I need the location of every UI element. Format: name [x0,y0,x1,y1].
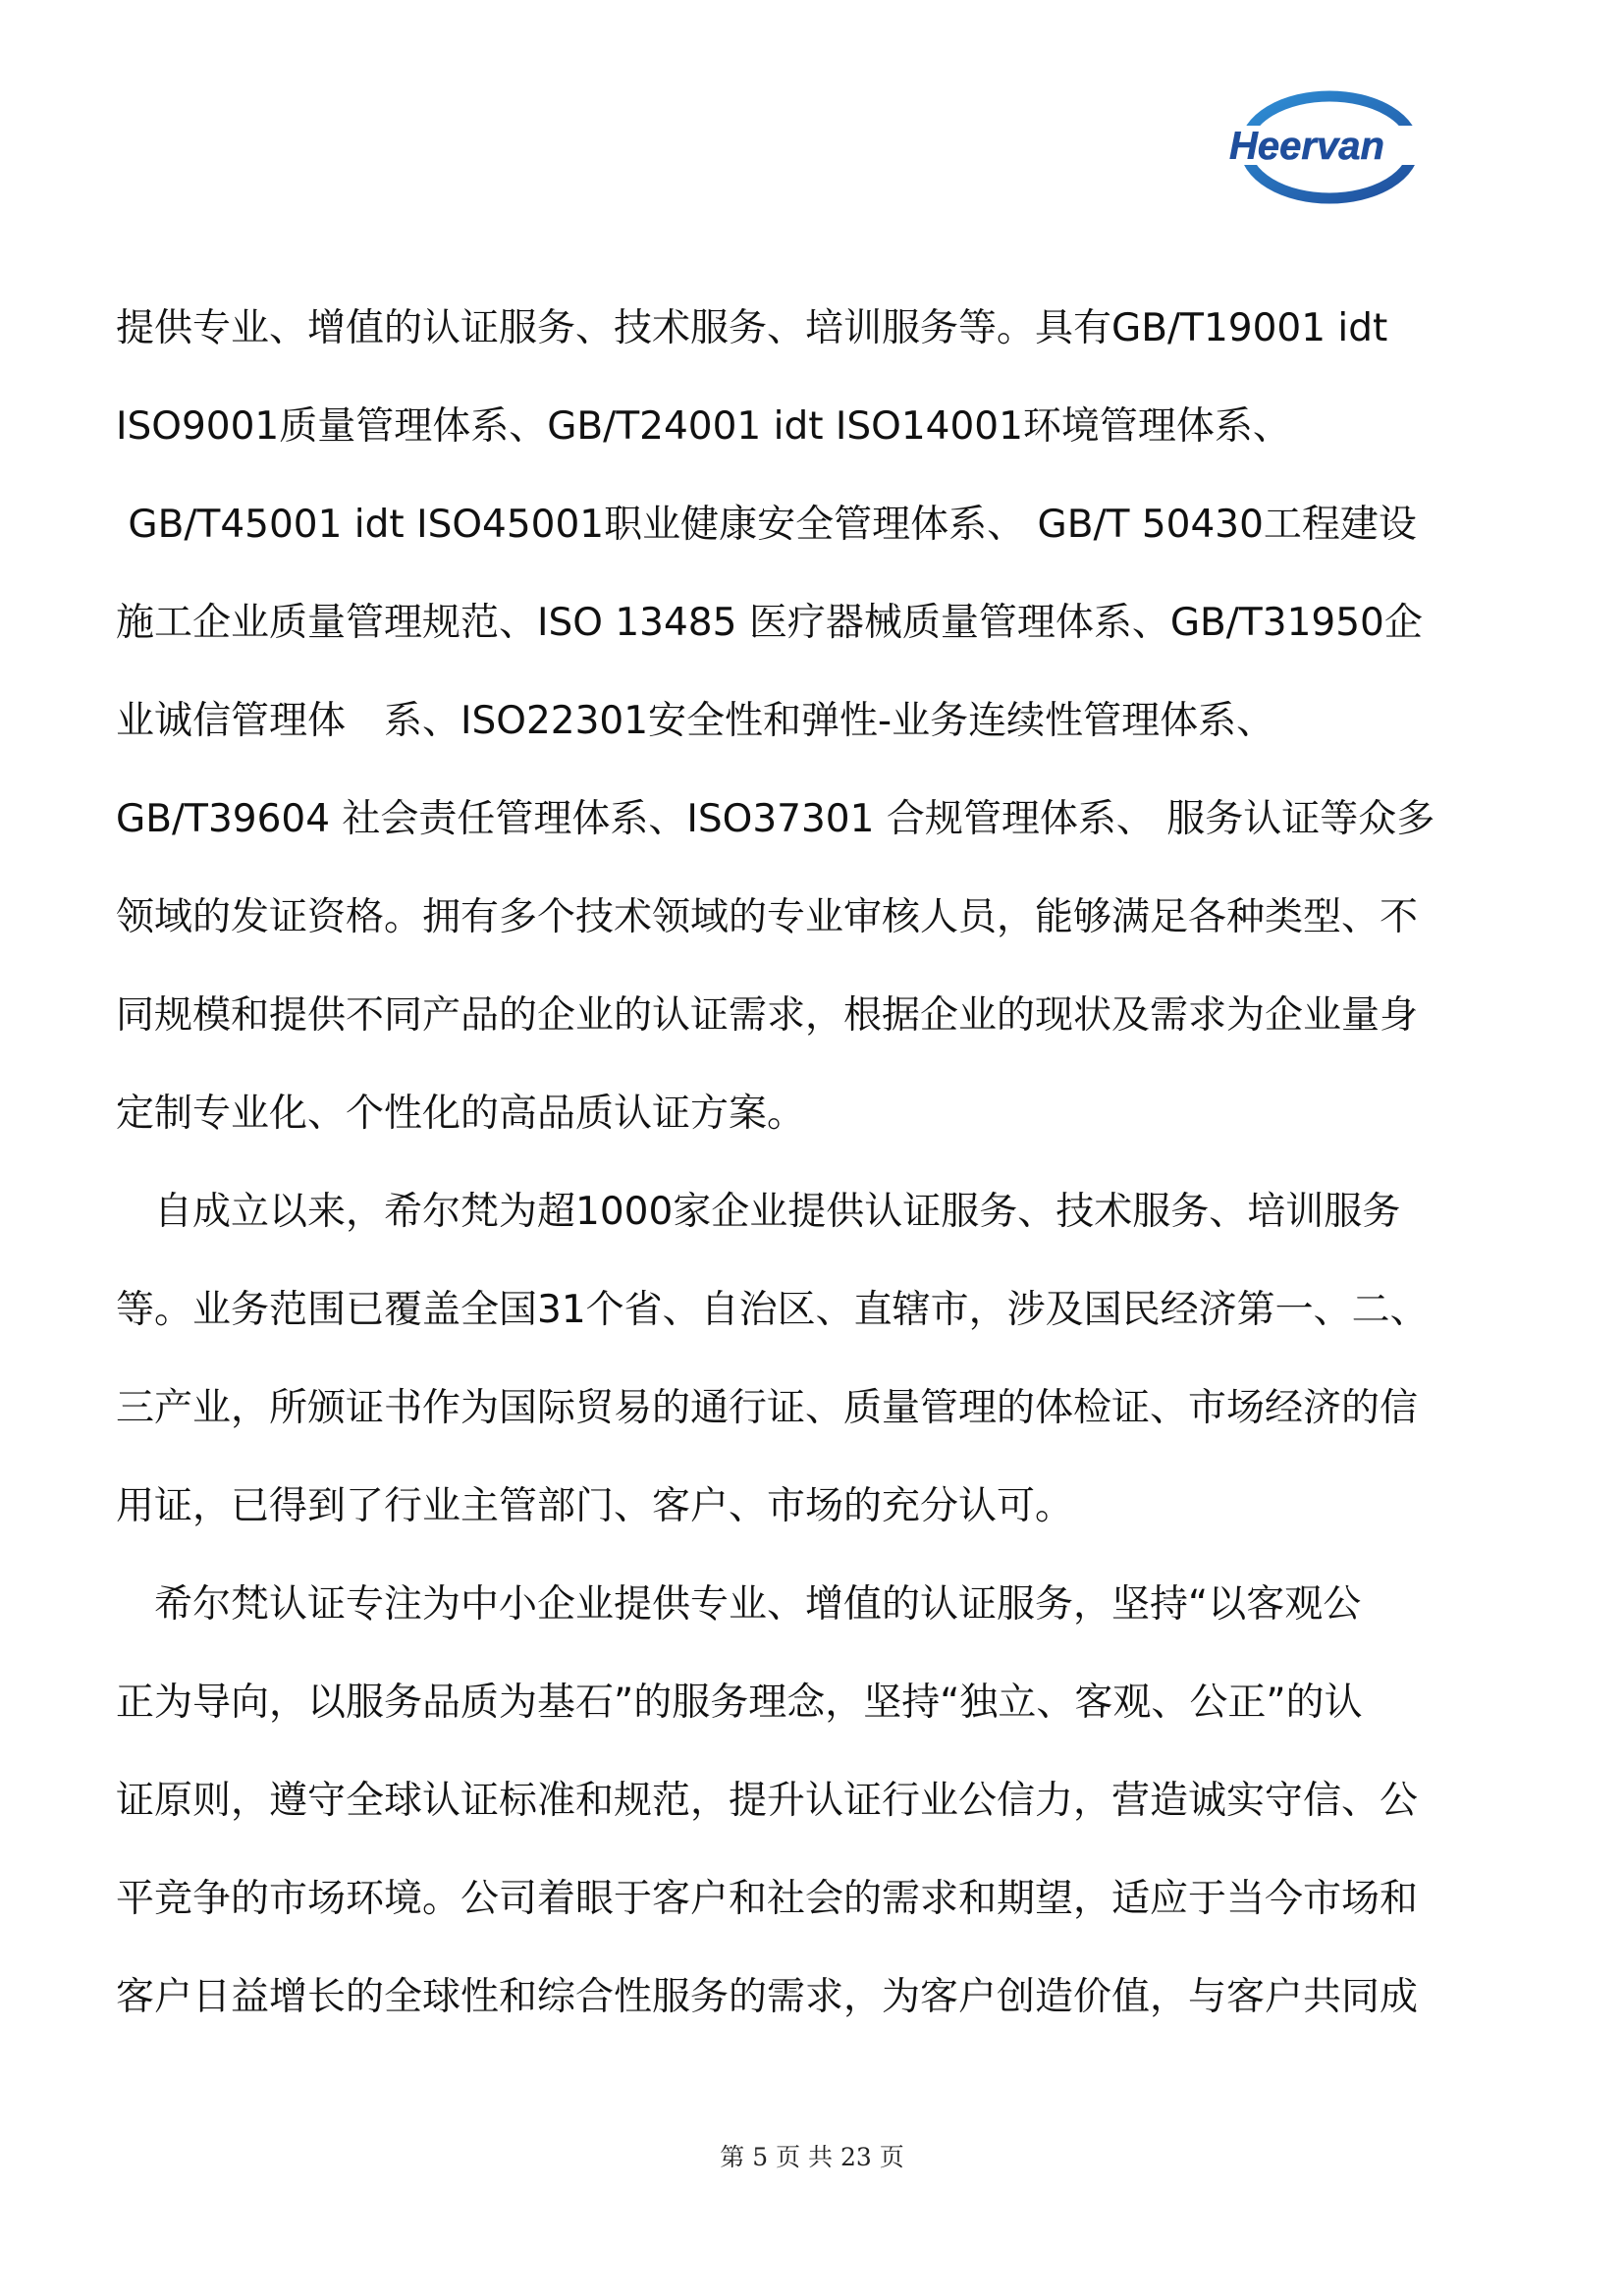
paragraph-line: 自成立以来，希尔梵为超1000家企业提供认证服务、技术服务、培训服务 [116,1190,1401,1234]
paragraph-line: 正为导向，以服务品质为基石”的服务理念，坚持“独立、客观、公正”的认 [116,1681,1363,1725]
paragraph-line: 用证，已得到了行业主管部门、客户、市场的充分认可。 [116,1484,1074,1528]
paragraph-line: 等。业务范围已覆盖全国31个省、自治区、直辖市，涉及国民经济第一、二、 [116,1288,1429,1332]
paragraph-line: 希尔梵认证专注为中小企业提供专业、增值的认证服务，坚持“以客观公 [116,1582,1362,1627]
paragraph-line: 客户日益增长的全球性和综合性服务的需求，为客户创造价值，与客户共同成 [116,1975,1419,2019]
page-number: 第 5 页 共 23 页 [720,2143,904,2171]
paragraph-line: ISO9001质量管理体系、GB/T24001 idt ISO14001环境管理体系、 [116,404,1291,449]
paragraph-line: 业诚信管理体 系、ISO22301安全性和弹性-业务连续性管理体系、 [116,699,1275,743]
paragraph-line: 领域的发证资格。拥有多个技术领域的专业审核人员，能够满足各种类型、不 [116,895,1419,939]
paragraph-line: 同规模和提供不同产品的企业的认证需求，根据企业的现状及需求为企业量身 [116,993,1419,1038]
paragraph-line: 定制专业化、个性化的高品质认证方案。 [116,1092,806,1136]
paragraph-line: 三产业，所颁证书作为国际贸易的通行证、质量管理的体检证、市场经济的信 [116,1386,1419,1430]
paragraph-line: 证原则，遵守全球认证标准和规范，提升认证行业公信力，营造诚实守信、公 [116,1779,1419,1823]
paragraph-line: 平竞争的市场环境。公司着眼于客户和社会的需求和期望，适应于当今市场和 [116,1877,1419,1921]
logo-text: Heervan [1229,125,1384,168]
heervan-logo-icon [1223,82,1420,210]
paragraph-line: GB/T45001 idt ISO45001职业健康安全管理体系、 GB/T 50430工程建设 [116,503,1417,547]
heervan-logo [1223,82,1420,210]
paragraph-line: 施工企业质量管理规范、ISO 13485 医疗器械质量管理体系、GB/T31950企 [116,601,1423,645]
paragraph-line: GB/T39604 社会责任管理体系、ISO37301 合规管理体系、 服务认证等众多 [116,797,1435,841]
document-body [116,280,1530,2047]
paragraph-line: 提供专业、增值的认证服务、技术服务、培训服务等。具有GB/T19001 idt [116,306,1388,350]
